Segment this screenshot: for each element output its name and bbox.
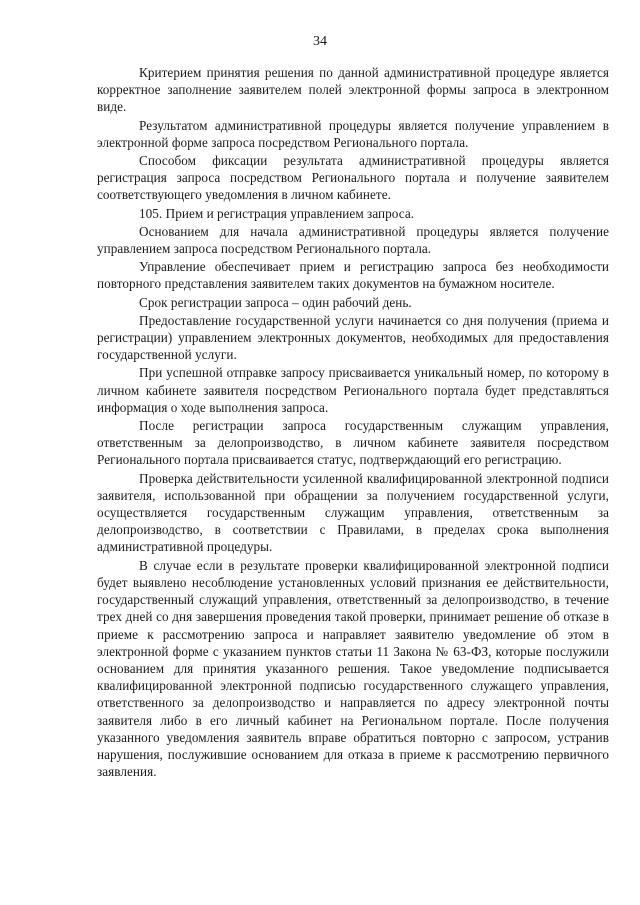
- document-body: [97, 64, 609, 781]
- paragraph-result-fixation: Способом фиксации результата административной процедуры является регистрация запроса посредством Регионального портала и получение заявителем соответствующего уведомления в личном кабинете.: [97, 153, 609, 203]
- page-number: 34: [313, 34, 327, 49]
- paragraph-status-assignment: После регистрации запроса государственным служащим управления, ответственным за делопроизводство, в личном кабинете заявителя посредством Регионального портала присваивается статус, подтверждающий его регистрацию.: [97, 418, 609, 468]
- paragraph-registration-term: Срок регистрации запроса – один рабочий день.: [139, 294, 412, 310]
- paragraph-decision-criterion: Критерием принятия решения по данной административной процедуре является корректное заполнение заявителем полей электронной формы запроса в электронном виде.: [97, 65, 609, 115]
- paragraph-service-start: Предоставление государственной услуги начинается со дня получения (приема и регистрации) управлением электронных документов, необходимых для предоставления государственной услуги.: [97, 312, 609, 363]
- paragraph-signature-check: Проверка действительности усиленной квалифицированной электронной подписи заявителя, использованной при обращении за получением государственной услуги, осуществляется государственным служащим управления, ответственным за делопроизводство, в соответствии с Правилами, в пределах срока выполнения административной процедуры.: [97, 470, 609, 555]
- paragraph-reception-registration: Управление обеспечивает прием и регистрацию запроса без необходимости повторного представления заявителем таких документов на бумажном носителе.: [97, 259, 609, 292]
- paragraph-unique-number: При успешной отправке запросу присваивается уникальный номер, по которому в личном кабинете заявителя посредством Регионального портала будет представляться информация о ходе выполнения запроса.: [97, 365, 609, 415]
- paragraph-procedure-basis: Основанием для начала административной процедуры является получение управлением запроса посредством Регионального портала.: [97, 223, 609, 257]
- paragraph-signature-rejection: В случае если в результате проверки квалифицированной электронной подписи будет выявлено несоблюдение установленных условий признания ее действительности, государственный служащий управления, ответственный за делопроизводство, в течение трех дней со дня завершения проведения такой проверки, принимает решение об отказе в приеме к рассмотрению запроса и направляет заявителю уведомление об этом в электронной форме с указанием пунктов статьи 11 Закона № 63-ФЗ, которые послужили основанием для принятия указанного решения. Такое уведомление подписывается квалифицированной электронной подписью государственного служащего управления, ответственного за делопроизводство и направляется по адресу электронной почты заявителя либо в его личный кабинет на Региональном портале. После получения указанного уведомления заявитель вправе обратиться повторно с запросом, устранив нарушения, послужившие основанием для отказа в приеме к рассмотрению первичного заявления.: [97, 557, 609, 780]
- paragraph-procedure-result: Результатом административной процедуры является получение управлением в электронной форме запроса посредством Регионального портала.: [97, 117, 609, 150]
- paragraph-section-105-heading: 105. Прием и регистрация управлением запроса.: [139, 205, 415, 221]
